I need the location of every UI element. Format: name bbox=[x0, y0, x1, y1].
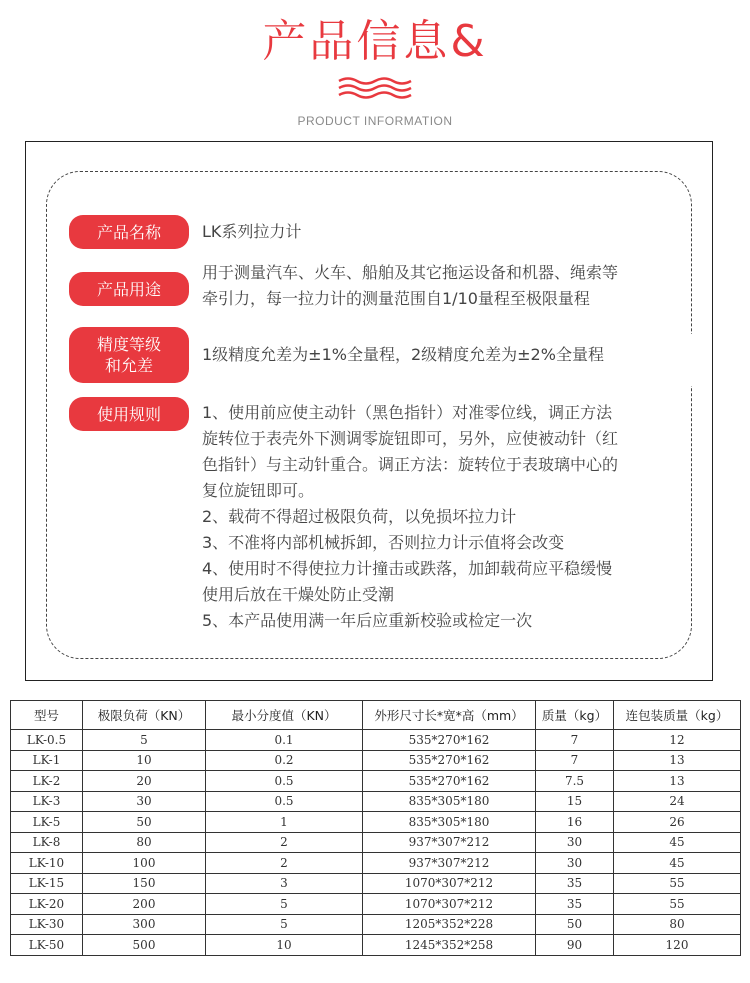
text-line: 用于测量汽车、火车、船舶及其它拖运设备和机器、绳索等 bbox=[202, 263, 619, 282]
table-cell: 100 bbox=[83, 853, 206, 874]
table-cell: 1070*307*212 bbox=[363, 894, 536, 915]
table-cell: 45 bbox=[614, 853, 741, 874]
table-row bbox=[11, 750, 741, 771]
text-line: 1、使用前应使主动针（黑色指针）对准零位线，调正方法 bbox=[202, 403, 613, 422]
label-product-usage: 产品用途 bbox=[69, 272, 189, 306]
table-cell: 500 bbox=[83, 935, 206, 956]
table-cell: LK-5 bbox=[11, 812, 83, 833]
table-cell: 5 bbox=[83, 730, 206, 751]
table-row bbox=[11, 853, 741, 874]
table-cell: 80 bbox=[83, 832, 206, 853]
table-row bbox=[11, 914, 741, 935]
table-cell: LK-20 bbox=[11, 894, 83, 915]
table-cell: LK-10 bbox=[11, 853, 83, 874]
text-line: 5、本产品使用满一年后应重新校验或检定一次 bbox=[202, 611, 533, 630]
info-panel bbox=[25, 141, 713, 681]
table-cell: 7 bbox=[536, 750, 614, 771]
table-row bbox=[11, 832, 741, 853]
section-header bbox=[0, 0, 750, 128]
table-cell: 10 bbox=[83, 750, 206, 771]
table-cell: 13 bbox=[614, 750, 741, 771]
table-cell: 3 bbox=[206, 873, 363, 894]
text-line: 使用后放在干燥处防止受潮 bbox=[202, 585, 395, 604]
table-cell: 937*307*212 bbox=[363, 832, 536, 853]
table-cell: 12 bbox=[614, 730, 741, 751]
column-header: 连包装质量（kg） bbox=[614, 701, 741, 730]
page-title: 产品信息& bbox=[262, 16, 488, 67]
table-row bbox=[11, 935, 741, 956]
value-usage-rules bbox=[202, 400, 682, 634]
table-cell: 535*270*162 bbox=[363, 730, 536, 751]
table-cell: 50 bbox=[83, 812, 206, 833]
table-cell: 24 bbox=[614, 791, 741, 812]
text-line: LK系列拉力计 bbox=[202, 222, 302, 241]
column-header: 质量（kg） bbox=[536, 701, 614, 730]
table-cell: 26 bbox=[614, 812, 741, 833]
table-cell: 80 bbox=[614, 914, 741, 935]
table-cell: 300 bbox=[83, 914, 206, 935]
table-cell: LK-0.5 bbox=[11, 730, 83, 751]
table-cell: 150 bbox=[83, 873, 206, 894]
table-cell: 0.2 bbox=[206, 750, 363, 771]
table-cell: 0.5 bbox=[206, 791, 363, 812]
text-line: 2、载荷不得超过极限负荷，以免损坏拉力计 bbox=[202, 507, 517, 526]
table-cell: 2 bbox=[206, 832, 363, 853]
table-cell: LK-30 bbox=[11, 914, 83, 935]
table-row bbox=[11, 791, 741, 812]
table-cell: 16 bbox=[536, 812, 614, 833]
page-subtitle: PRODUCT INFORMATION bbox=[297, 114, 453, 128]
label-line: 和允差 bbox=[104, 356, 153, 375]
table-cell: 7 bbox=[536, 730, 614, 751]
table-cell: 5 bbox=[206, 914, 363, 935]
table-row bbox=[11, 771, 741, 792]
value-product-name bbox=[202, 219, 682, 245]
table-cell: 0.1 bbox=[206, 730, 363, 751]
table-cell: 1245*352*258 bbox=[363, 935, 536, 956]
table-cell: LK-50 bbox=[11, 935, 83, 956]
table-cell: LK-8 bbox=[11, 832, 83, 853]
table-cell: 35 bbox=[536, 873, 614, 894]
table-cell: 55 bbox=[614, 873, 741, 894]
table-cell: 1070*307*212 bbox=[363, 873, 536, 894]
label-product-name: 产品名称 bbox=[69, 215, 189, 249]
table-header-row bbox=[11, 701, 741, 730]
column-header: 极限负荷（KN） bbox=[83, 701, 206, 730]
table-row bbox=[11, 894, 741, 915]
table-cell: 13 bbox=[614, 771, 741, 792]
text-line: 旋转位于表壳外下测调零旋钮即可，另外，应使被动针（红 bbox=[202, 429, 619, 448]
table-row bbox=[11, 812, 741, 833]
table-cell: 0.5 bbox=[206, 771, 363, 792]
text-line: 3、不准将内部机械拆卸，否则拉力计示值将会改变 bbox=[202, 533, 565, 552]
table-cell: 50 bbox=[536, 914, 614, 935]
table-row bbox=[11, 873, 741, 894]
table-cell: LK-2 bbox=[11, 771, 83, 792]
table-cell: 45 bbox=[614, 832, 741, 853]
table-cell: 30 bbox=[536, 853, 614, 874]
table-cell: 10 bbox=[206, 935, 363, 956]
label-line: 精度等级 bbox=[96, 335, 161, 354]
table-cell: 835*305*180 bbox=[363, 791, 536, 812]
table-cell: LK-1 bbox=[11, 750, 83, 771]
table-cell: 35 bbox=[536, 894, 614, 915]
table-cell: 535*270*162 bbox=[363, 771, 536, 792]
wave-decoration-icon bbox=[337, 76, 413, 100]
table-cell: 2 bbox=[206, 853, 363, 874]
table-cell: 90 bbox=[536, 935, 614, 956]
text-line: 4、使用时不得使拉力计撞击或跌落，加卸载荷应平稳缓慢 bbox=[202, 559, 613, 578]
table-cell: 120 bbox=[614, 935, 741, 956]
table-cell: 30 bbox=[83, 791, 206, 812]
column-header: 最小分度值（KN） bbox=[206, 701, 363, 730]
table-cell: 937*307*212 bbox=[363, 853, 536, 874]
table-cell: 1205*352*228 bbox=[363, 914, 536, 935]
table-cell: 30 bbox=[536, 832, 614, 853]
table-cell: 535*270*162 bbox=[363, 750, 536, 771]
spec-table bbox=[10, 700, 741, 956]
table-cell: 5 bbox=[206, 894, 363, 915]
table-cell: 7.5 bbox=[536, 771, 614, 792]
value-accuracy bbox=[202, 342, 682, 368]
column-header: 外形尺寸长*宽*高（mm） bbox=[363, 701, 536, 730]
text-line: 牵引力，每一拉力计的测量范围自1/10量程至极限量程 bbox=[202, 289, 590, 308]
table-cell: 200 bbox=[83, 894, 206, 915]
table-cell: 20 bbox=[83, 771, 206, 792]
table-cell: 55 bbox=[614, 894, 741, 915]
table-cell: 1 bbox=[206, 812, 363, 833]
text-line: 复位旋钮即可。 bbox=[202, 481, 315, 500]
label-accuracy bbox=[69, 327, 189, 383]
column-header: 型号 bbox=[11, 701, 83, 730]
table-cell: 15 bbox=[536, 791, 614, 812]
table-cell: LK-15 bbox=[11, 873, 83, 894]
table-cell: 835*305*180 bbox=[363, 812, 536, 833]
text-line: 1级精度允差为±1%全量程，2级精度允差为±2%全量程 bbox=[202, 345, 604, 364]
text-line: 色指针）与主动针重合。调正方法：旋转位于表玻璃中心的 bbox=[202, 455, 619, 474]
table-row bbox=[11, 730, 741, 751]
value-product-usage bbox=[202, 260, 682, 312]
label-usage-rules: 使用规则 bbox=[69, 397, 189, 431]
table-cell: LK-3 bbox=[11, 791, 83, 812]
